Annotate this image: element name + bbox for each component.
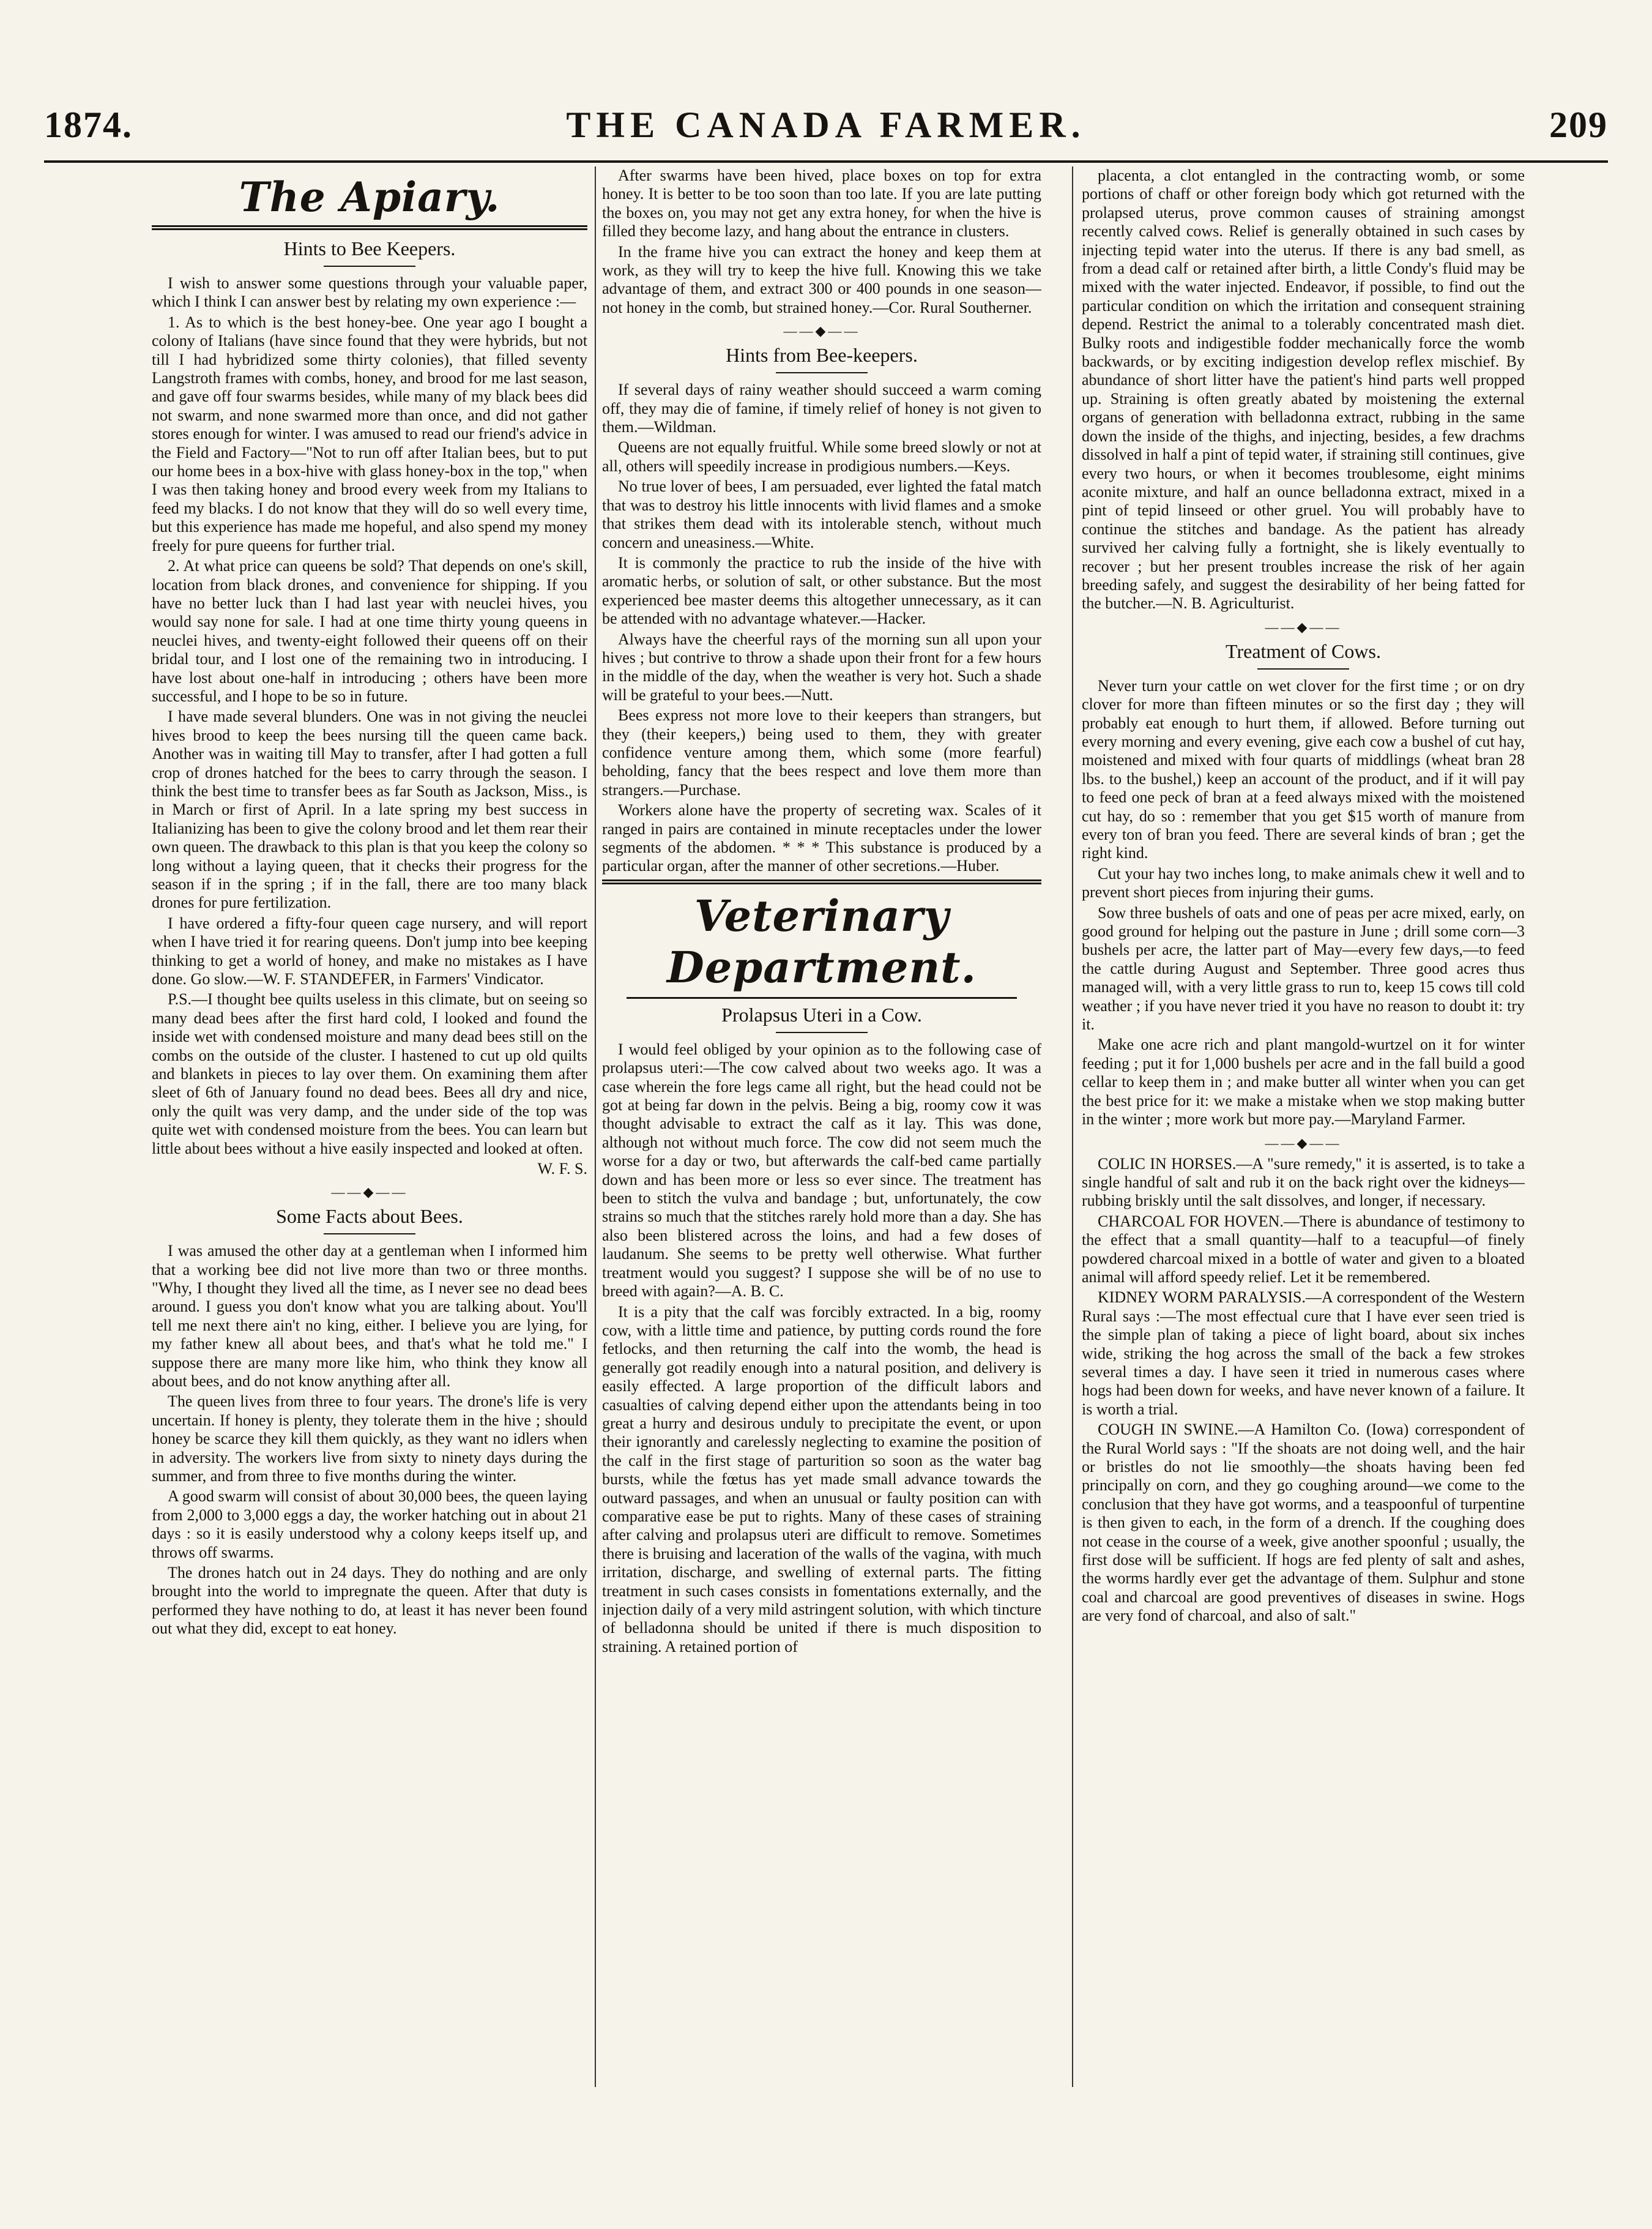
note-paragraph: KIDNEY WORM PARALYSIS.—A correspondent of the Western Rural says :—The most effectual cure that I have ever seen tried is the simple plan of taking a piece of light board, about six inches wide, striking the hog across the small of the back a few strokes several times a day. I have seen it tried in numerous cases where hogs had been down for weeks, and have never known of a failure. It is worth a trial. bbox=[1082, 1288, 1525, 1418]
short-rule bbox=[1257, 668, 1349, 670]
article-paragraph: It is a pity that the calf was forcibly extracted. In a big, roomy cow, with a little time and patience, by putting cords round the fore fetlocks, and then returning the calf into the womb, the head is generally got readily enough into a natural position, and delivery is easily effected. A large proportion of the difficult labors and casualties of calving depend either upon the attendants being in too great a hurry and desirous unduly to precipitate the event, or upon their ignorantly and carelessly neglecting to examine the position of the calf in the first stage of parturition so soon as the water bag bursts, while the fœtus has yet made small advance towards the outward passages, and when an unusual or faulty position can with comparative ease be put to rights. Many of these cases of straining after calving and prolapsus uteri are difficult to remove. Sometimes there is bruising and laceration of the walls of the vagina, with much irritation, discharge, and swelling of external parts. The fitting treatment in such cases consists in fomentations externally, and the injection daily of a very mild astringent solution, with which tincture of belladonna should be united if there is much disposition to straining. A retained portion of bbox=[602, 1302, 1041, 1656]
note-paragraph: COUGH IN SWINE.—A Hamilton Co. (Iowa) correspondent of the Rural World says : "If the shoats are not doing well, and the hair or bristles do not lie smoothly—the shoats having been fed principally on corn, and they go coughing around—we come to the conclusion that they have got worms, and a teaspoonful of turpentine is then given to each, in the form of a drench. If the coughing does not cease in the course of a week, give another spoonful ; usually, the first dose will be sufficient. If hogs are fed plenty of salt and ashes, the worms hardly ever get the advantage of them. Sulphur and stone coal and charcoal are good preventives of diseases in swine. Hogs are very fond of charcoal, and also of salt." bbox=[1082, 1421, 1525, 1625]
column-1 bbox=[152, 166, 587, 2087]
note-paragraph: COLIC IN HORSES.—A "sure remedy," it is asserted, is to take a single handful of salt and rub it on the back right over the kidneys—rubbing briskly until the salt dissolves, and longer, if necessary. bbox=[1082, 1154, 1525, 1210]
article-heading: Hints from Bee-keepers. bbox=[726, 344, 918, 367]
article-paragraph: Workers alone have the property of secreting wax. Scales of it ranged in pairs are contained in minute receptacles under the lower segments of the abdomen. * * * This substance is produced by a particular organ, after the manner of other secretions.—Huber. bbox=[602, 801, 1041, 875]
column-divider bbox=[1072, 166, 1073, 2087]
department-heading-apiary: The Apiary. bbox=[239, 173, 500, 221]
article-paragraph: placenta, a clot entangled in the contracting womb, or some portions of chaff or other foreign body which got returned with the prolapsed uterus, prove common causes of straining amongst recently calved cows. Relief is generally obtained in such cases by injecting tepid water into the uterus. If there is any bad smell, as from a dead calf or retained after birth, a little Condy's fluid may be mixed with the water injected. Endeavor, if possible, to find out the particular condition on which the irritation and consequent straining depend. Restrict the animal to a tolerably concentrated mash diet. Bulky roots and indigestible fodder mechanically force the womb backwards, or by exciting indigestion develop reflex mischief. By abundance of short litter have the patient's hind parts well propped up. Straining is often greatly abated by moistening the external organs of generation with belladonna extract, rubbing in the same down the inside of the thighs, and injecting, besides, a few drachms dissolved in half a pint of tepid water, if straining still continues, give every two hours, or when it becomes troublesome, eight minims aconite mixture, and half an ounce belladonna extract, mixed in a pint of tepid linseed or other gruel. You will probably have to continue the stitches and bandage. As the patient has already survived her calving fully a fortnight, she is likely eventually to recover ; but her present troubles increase the risk of her again breeding safely, and suggest the desirability of her being fatted for the butcher.—N. B. Agriculturist. bbox=[1082, 166, 1525, 613]
note-paragraph: CHARCOAL FOR HOVEN.—There is abundance of testimony to the effect that a small quantity—half to a teacupful—of finely powdered charcoal mixed in a bottle of water and given to a bloated animal will afford speedy relief. Let it be remembered. bbox=[1082, 1212, 1525, 1286]
article-paragraph: Always have the cheerful rays of the morning sun all upon your hives ; but contrive to throw a shade upon their front for a few hours in the middle of the day, when the weather is very hot. Such a shade will be grateful to your bees.—Nutt. bbox=[602, 630, 1041, 704]
article-heading: Hints to Bee Keepers. bbox=[283, 237, 456, 259]
article-paragraph: Make one acre rich and plant mangold-wurtzel on it for winter feeding ; put it for 1,000 bushels per acre and in the fall build a good cellar to keep them in ; and make butter all winter when you can get the best price for it: we make a mistake when we stop making butter in the winter ; more work but more pay.—Maryland Farmer. bbox=[1082, 1036, 1525, 1129]
column-2 bbox=[602, 166, 1041, 2087]
article-heading: Treatment of Cows. bbox=[1226, 640, 1381, 662]
article-paragraph: A good swarm will consist of about 30,000 bees, the queen laying from 2,000 to 3,000 eggs a day, the worker hatching out in about 21 days : so it is easily understood why a colony keeps itself up, and throws off swarms. bbox=[152, 1487, 587, 1561]
article-paragraph: I have made several blunders. One was in not giving the neuclei hives brood to keep the bees nursing till the queen came back. Another was in waiting till May to transfer, after I had gotten a full crop of drones hatched for the bees to carry through the season. I think the best time to transfer bees as far South as Jackson, Miss., is in March or first of April. In a late spring my best success in Italianizing has been to give the colony brood and let them rear their own queen. The drawback to this plan is that you keep the colony so long without a laying queen, that it checks their progress for the season if in the spring ; if in the fall, there are too many black drones for pure fertilization. bbox=[152, 708, 587, 912]
article-paragraph: After swarms have been hived, place boxes on top for extra honey. It is better to be too soon than too late. If you are late putting the boxes on, you may not get any extra honey, for when the hive is filled they become lazy, and hang about the entrance in clusters. bbox=[602, 166, 1041, 241]
article-paragraph: Sow three bushels of oats and one of peas per acre mixed, early, on good ground for helping out the pasture in June ; drill some corn—3 bushels per acre, the latter part of May—every few days,—to feed the cattle during August and September. Three good acres thus managed will, with a very little grass to run to, keep 15 cows till cold weather ; if you have never tried it you have no reason to doubt it: try it. bbox=[1082, 903, 1525, 1034]
article-paragraph: It is commonly the practice to rub the inside of the hive with aromatic herbs, or solution of salt, or other substance. But the most experienced bee master deems this altogether unnecessary, as it can be attended with no advantage whatever.—Hacker. bbox=[602, 553, 1041, 628]
page-number: 209 bbox=[1549, 105, 1608, 145]
masthead-title: THE CANADA FARMER. bbox=[566, 105, 1086, 145]
article-signature: W. F. S. bbox=[537, 1160, 587, 1178]
short-rule bbox=[776, 1032, 868, 1033]
article-paragraph: 1. As to which is the best honey-bee. One year ago I bought a colony of Italians (have since found that they were hybrids, but not till I had hybridized some thirty colonies), that filled seventy Langstroth frames with combs, honey, and brood for me last season, and gave off four swarms besides, while many of my black bees did not swarm, and none swarmed more than once, and did not gather stores enough for winter. I was amused to read our friend's advice in the Field and Factory—"Not to run off after Italian bees, but to put our home bees in a box-hive with glass honey-box in the top," when I was then taking honey and brood every week from my Italians to feed my blacks. I do not know that they will do so well every time, but this experience has made me hopeful, and also spend my money freely for pure queens for further trial. bbox=[152, 313, 587, 554]
masthead-year: 1874. bbox=[44, 105, 133, 145]
article-paragraph: If several days of rainy weather should succeed a warm coming off, they may die of famine, if timely relief of honey is not given to them.—Wildman. bbox=[602, 381, 1041, 436]
article-paragraph: 2. At what price can queens be sold? That depends on one's skill, location from black drones, and convenience for shipping. If you have no better luck than I had last year with neuclei hives, you would say none for sale. I had at one time thirty young queens in neuclei hives, and twenty-eight followed their queens off on their bridal tour, and I lost one of the remaining two in introducing. I have lost about one-half in introducing ; others have been more successful, and I hope to be so in future. bbox=[152, 557, 587, 705]
article-paragraph: In the frame hive you can extract the honey and keep them at work, as they will try to keep the hive full. Knowing this we take advantage of them, and extract 300 or 400 pounds in one season—not honey in the comb, but strained honey.—Cor. Rural Southerner. bbox=[602, 242, 1041, 316]
department-heading-veterinary: Veterinary Department. bbox=[667, 890, 977, 993]
column-divider bbox=[595, 166, 596, 2087]
short-rule bbox=[324, 1233, 415, 1234]
heading-rule bbox=[602, 879, 1041, 884]
article-paragraph: Bees express not more love to their keepers than strangers, but they (their keepers,) being used to them, they with greater confidence venture among them, which some (more fearful) beholding, fancy that the bees respect and love them more than strangers.—Purchase. bbox=[602, 706, 1041, 799]
masthead-rule bbox=[44, 160, 1608, 163]
heading-rule bbox=[627, 997, 1017, 999]
masthead bbox=[44, 104, 1608, 159]
ornament-rule: ——◆—— bbox=[783, 323, 860, 339]
article-paragraph: Queens are not equally fruitful. While some breed slowly or not at all, others will speedily increase in prodigious numbers.—Keys. bbox=[602, 438, 1041, 475]
article-paragraph: I was amused the other day at a gentleman when I informed him that a working bee did not live more than two or three months. "Why, I thought they lived all the time, as I never see no dead bees around. I guess you don't know what you are talking about. You'll tell me next there ain't no king, either. I believe you are lying, for my father knew all about bees, and that's what he told me." I suppose there are many more like him, who think they know all about bees, and do not know anything after all. bbox=[152, 1242, 587, 1390]
heading-rule bbox=[152, 225, 587, 230]
ornament-rule: ——◆—— bbox=[331, 1184, 408, 1200]
article-paragraph: I would feel obliged by your opinion as to the following case of prolapsus uteri:—The cow calved about two weeks ago. It was a case wherein the fore legs came all right, but the head could not be got at being far down in the pelvis. Being a big, roomy cow it was thought advisable to extract the calf as it lay. This was done, although not without much force. The cow did not seem much the worse for a day or two, but afterwards the calf-bed came partially down and has been more or less so ever since. The treatment has been to stitch the vulva and bandage ; but, unfortunately, the cow strains so much that the stitches rarely hold more than a day. She has also been blistered across the loins, and had a few doses of laudanum. She seems to be pretty well otherwise. What further treatment would you suggest? I suppose she will be of no use to breed with again?—A. B. C. bbox=[602, 1040, 1041, 1301]
short-rule bbox=[776, 372, 868, 373]
article-paragraph: P.S.—I thought bee quilts useless in this climate, but on seeing so many dead bees after the first hard cold, I looked and found the inside wet with condensed moisture and many dead bees still on the combs on the outside of the cluster. I hastened to cut up old quilts and blankets in pieces to lay over them. On examining them after sleet of 6th of January found no dead bees. Bees all dry and nice, only the quilt was very damp, and the under side of the top was quite wet with condensed moisture from the bees. You can learn but little about bees without a hive easily inspected and looked at often. bbox=[152, 990, 587, 1157]
short-rule bbox=[324, 266, 415, 267]
ornament-rule: ——◆—— bbox=[1265, 1135, 1342, 1151]
article-paragraph: Cut your hay two inches long, to make animals chew it well and to prevent short pieces from injuring their gums. bbox=[1082, 864, 1525, 902]
column-3 bbox=[1082, 166, 1525, 2087]
article-paragraph: The queen lives from three to four years. The drone's life is very uncertain. If honey is plenty, they tolerate them in the hive ; should honey be scarce they kill them quickly, as they want no idlers when in adversity. The workers live from sixty to ninety days during the summer, and from three to five months during the winter. bbox=[152, 1392, 587, 1485]
ornament-rule: ——◆—— bbox=[1265, 619, 1342, 635]
article-heading: Some Facts about Bees. bbox=[276, 1205, 463, 1228]
article-paragraph: No true lover of bees, I am persuaded, ever lighted the fatal match that was to destroy his little innocents with livid flames and a smoke that strikes them dead with its intolerable stench, without much concern and uneasiness.—White. bbox=[602, 477, 1041, 551]
article-heading: Prolapsus Uteri in a Cow. bbox=[721, 1003, 922, 1026]
article-paragraph: I wish to answer some questions through your valuable paper, which I think I can answer best by relating my own experience :— bbox=[152, 274, 587, 311]
article-paragraph: Never turn your cattle on wet clover for the first time ; or on dry clover for more than fifteen minutes or so the first day ; they will probably eat enough to hurt them, if allowed. Before turning out every morning and every evening, give each cow a bushel of cut hay, moistened and mixed with four quarts of middlings (wheat bran 28 lbs. to the bushel,) keep an account of the product, and if it will pay to feed one peck of bran at a feed always mixed with the moistened cut hay, do so : remember that you get $15 worth of manure from every ton of bran you feed. There are several kinds of bran ; get the right kind. bbox=[1082, 676, 1525, 862]
article-paragraph: I have ordered a fifty-four queen cage nursery, and will report when I have tried it for rearing queens. Don't jump into bee keeping thinking to get a world of honey, and make no mistakes as I have done. Go slow.—W. F. STANDEFER, in Farmers' Vindicator. bbox=[152, 914, 587, 988]
article-paragraph: The drones hatch out in 24 days. They do nothing and are only brought into the world to impregnate the queen. After that duty is performed they have nothing to do, at least it has never been found out what they did, except to eat honey. bbox=[152, 1564, 587, 1638]
